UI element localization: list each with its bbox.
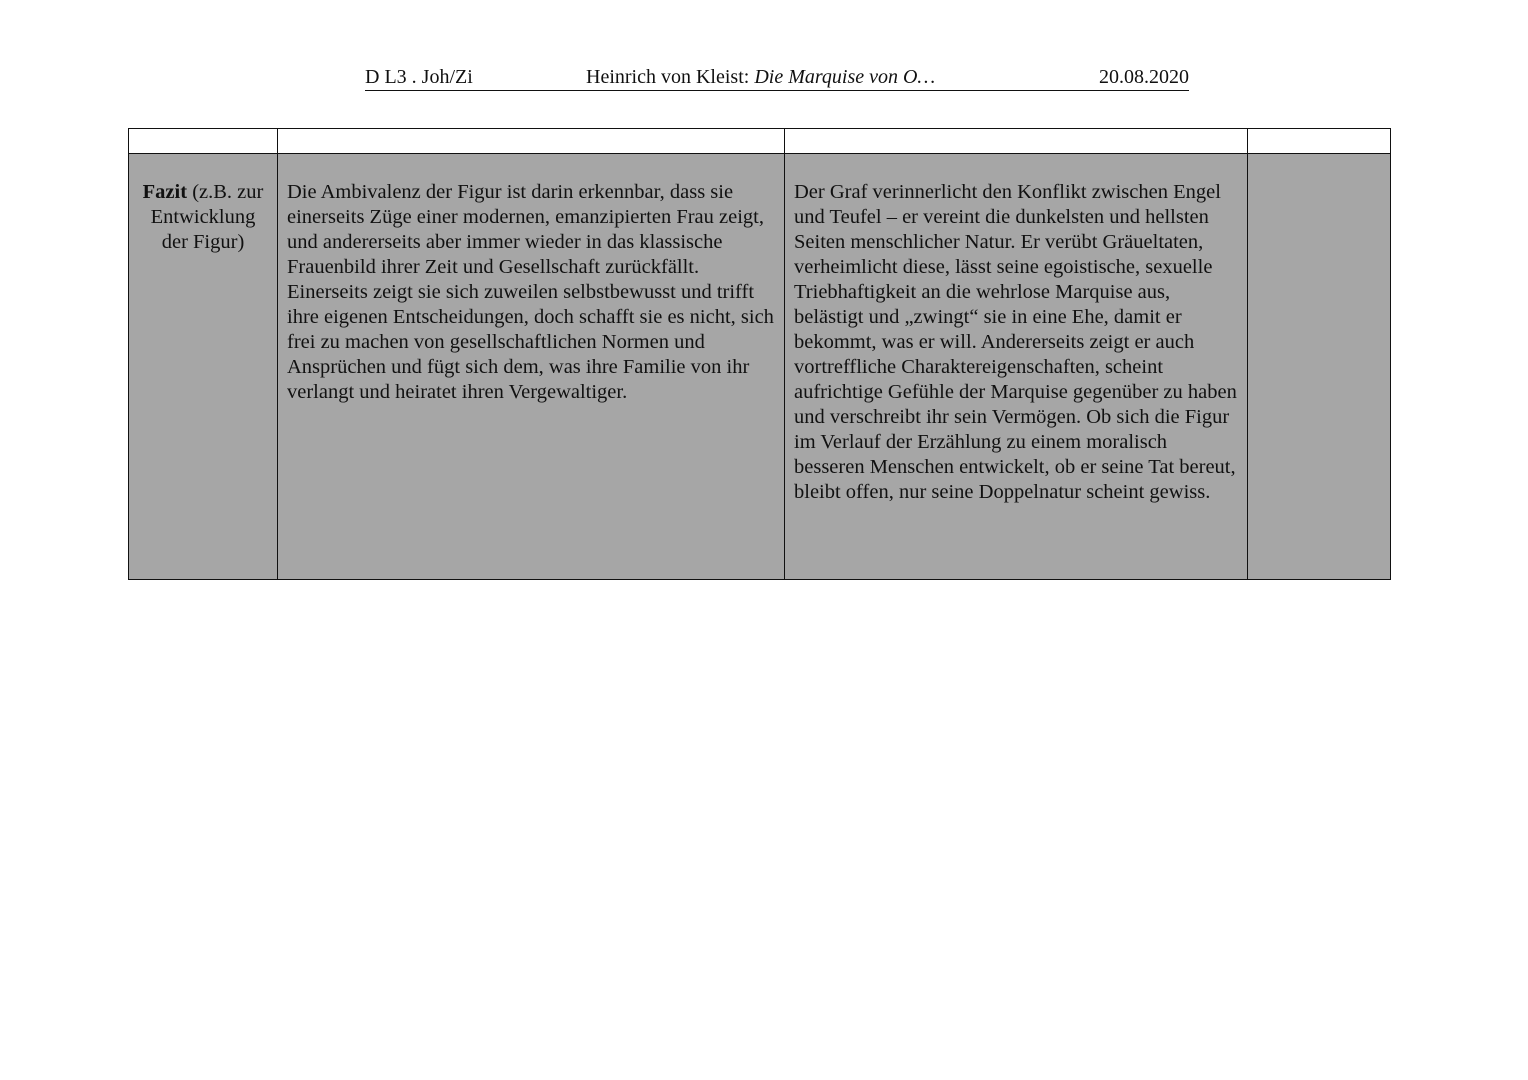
- row-label-cell: [129, 154, 278, 580]
- extra-cell: [1248, 154, 1391, 580]
- document-header: [365, 64, 1189, 91]
- graf-conclusion-cell: Der Graf verinnerlicht den Konflikt zwischen Engel und Teufel – er vereint die dunkelsten und hellsten Seiten menschlicher Natur. Er verübt Gräueltaten, verheimlicht diese, lässt seine egoistische, sexuelle Triebhaftigkeit an die wehrlose Marquise aus, belästigt und „zwingt“ sie in eine Ehe, damit er bekommt, was er will. Andererseits zeigt er auch vortreffliche Charaktereigenschaften, scheint aufrichtige Gefühle der Marquise gegenüber zu haben und verschreibt ihr sein Vermögen. Ob sich die Figur im Verlauf der Erzählung zu einem moralisch besseren Menschen entwickelt, ob er seine Tat bereut, bleibt offen, nur seine Doppelnatur scheint gewiss.: [785, 154, 1248, 580]
- header-cell: [278, 129, 785, 154]
- document-date: 20.08.2020: [1099, 66, 1189, 88]
- work-title: Die Marquise von O…: [754, 66, 936, 88]
- author-name: Heinrich von Kleist:: [586, 66, 755, 88]
- character-analysis-table: [128, 128, 1391, 580]
- marquise-conclusion-cell: Die Ambivalenz der Figur ist darin erkennbar, dass sie einerseits Züge einer modernen, emanzipierten Frau zeigt, und andererseits aber immer wieder in das klassische Frauenbild ihrer Zeit und Gesellschaft zurückfällt. Einerseits zeigt sie sich zuweilen selbstbewusst und trifft ihre eigenen Entscheidungen, doch schafft sie es nicht, sich frei zu machen von gesellschaftlichen Normen und Ansprüchen und fügt sich dem, was ihre Familie von ihr verlangt und heiratet ihren Vergewaltiger.: [278, 154, 785, 580]
- table-row: [129, 154, 1391, 580]
- header-cell: [1248, 129, 1391, 154]
- row-label-note: (z.B. zur Entwicklung der Figur): [150, 181, 264, 253]
- course-code: D L3 . Joh/Zi: [365, 66, 473, 88]
- table-header-row: [129, 129, 1391, 154]
- header-cell: [129, 129, 278, 154]
- header-cell: [785, 129, 1248, 154]
- row-label-strong: Fazit: [142, 181, 188, 203]
- work-reference: [586, 64, 935, 90]
